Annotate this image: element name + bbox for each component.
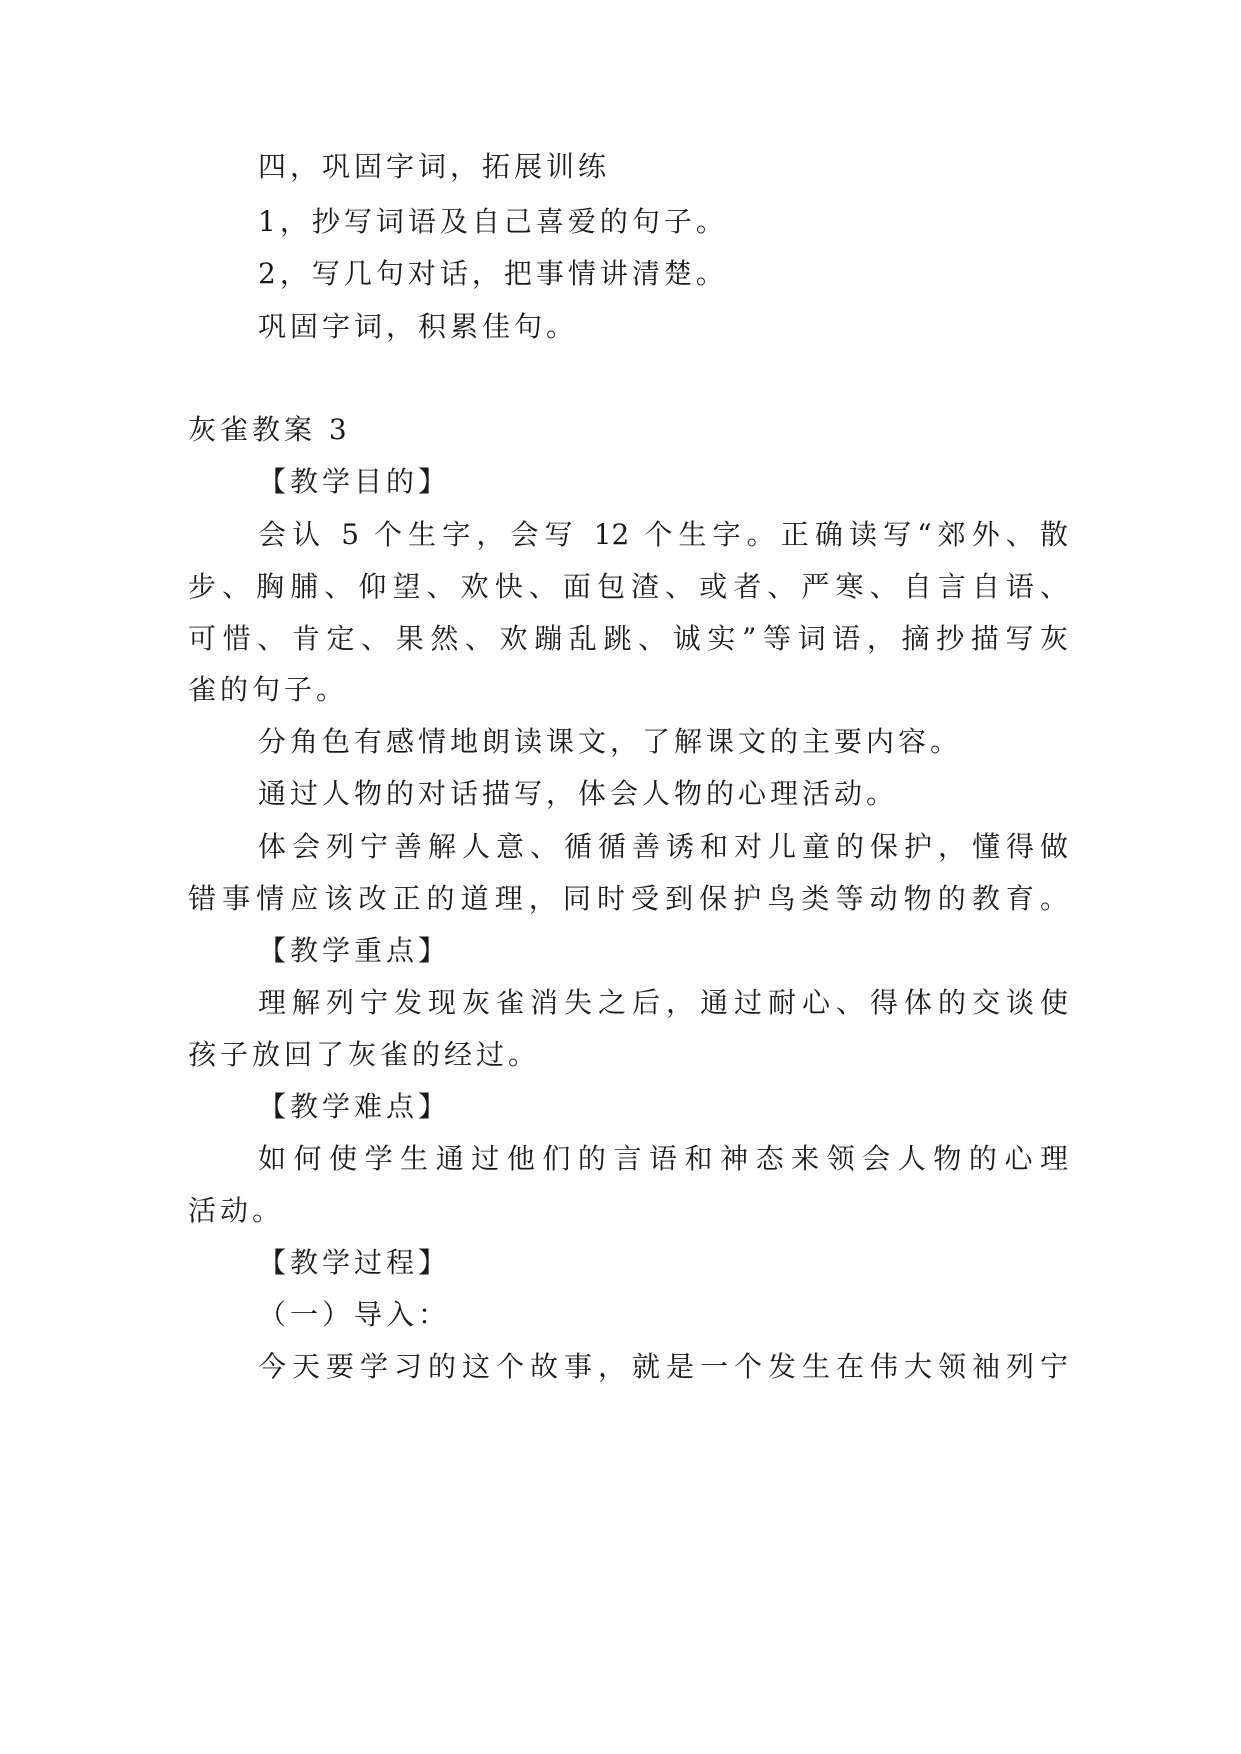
list-item: 1，抄写词语及自己喜爱的句子。 <box>258 205 728 238</box>
paragraph-line: 错事情应该改正的道理，同时受到保护鸟类等动物的教育。 <box>188 882 1068 915</box>
section-heading: 【教学目的】 <box>258 465 451 498</box>
section-heading: 【教学重点】 <box>258 934 451 967</box>
paragraph: 通过人物的对话描写，体会人物的心理活动。 <box>258 777 899 810</box>
paragraph: 巩固字词，积累佳句。 <box>258 310 579 343</box>
section-heading: 【教学过程】 <box>258 1246 451 1279</box>
paragraph-line: 体会列宁善解人意、循循善诱和对儿童的保护，懂得做 <box>258 830 1068 863</box>
paragraph-line: 如何使学生通过他们的言语和神态来领会人物的心理 <box>258 1142 1068 1175</box>
paragraph-line: 活动。 <box>188 1194 285 1227</box>
paragraph-line: 理解列宁发现灰雀消失之后，通过耐心、得体的交谈使 <box>258 986 1068 1019</box>
paragraph-line: 孩子放回了灰雀的经过。 <box>188 1038 541 1071</box>
section-heading: 【教学难点】 <box>258 1090 451 1123</box>
list-item: 2，写几句对话，把事情讲清楚。 <box>258 257 728 290</box>
paragraph-line: 雀的句子。 <box>188 673 349 706</box>
lesson-title: 灰雀教案 3 <box>188 413 351 446</box>
section-heading: 四，巩固字词，拓展训练 <box>258 150 611 183</box>
paragraph: 分角色有感情地朗读课文，了解课文的主要内容。 <box>258 725 963 758</box>
paragraph-line: 会认 5 个生字，会写 12 个生字。正确读写“郊外、散 <box>258 518 1068 551</box>
paragraph-line: 步、胸脯、仰望、欢快、面包渣、或者、严寒、自言自语、 <box>188 570 1068 603</box>
paragraph-line: 今天要学习的这个故事，就是一个发生在伟大领袖列宁 <box>258 1350 1068 1383</box>
step-heading: （一）导入： <box>258 1298 451 1331</box>
paragraph-line: 可惜、肯定、果然、欢蹦乱跳、诚实”等词语，摘抄描写灰 <box>188 622 1068 655</box>
